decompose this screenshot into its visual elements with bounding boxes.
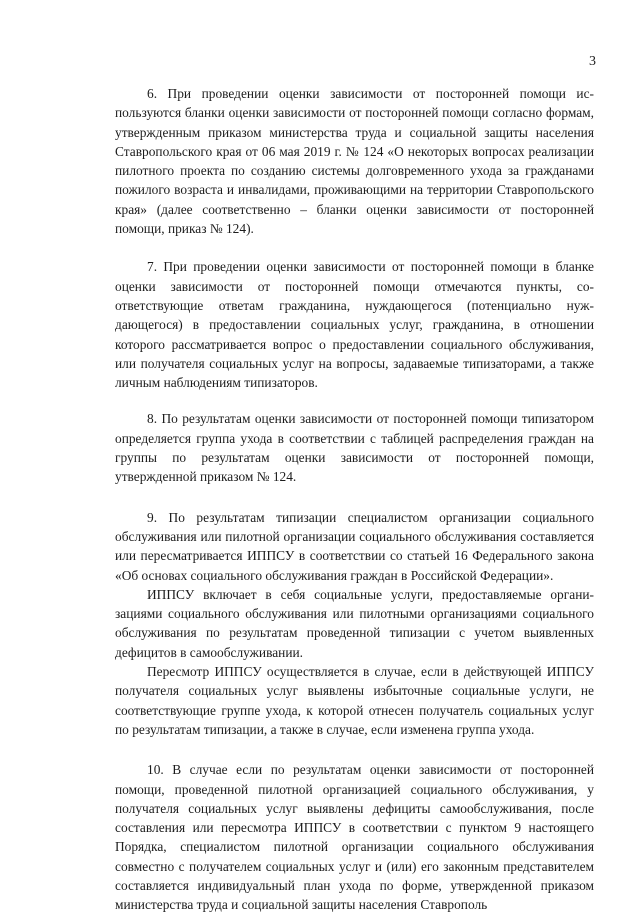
paragraph-ippsu-content: ИППСУ включает в себя социальные услуги, предоставляемые организациями социального обслуживания или пилотными организациями социального обслуживания по результатам проведенной типизации с учетом выявленных дефицитов в самообслуживании. <box>115 586 594 660</box>
paragraph-6: 6. При проведении оценки зависимости от посторонней помощи используются бланки оценки зависимости от посторонней помощи согласно формам, утвержденным приказом министерства труда и социальной защиты населения Ставропольского края от 06 мая 2019 г. № 124 «О некоторых вопросах реализации пилотного проекта по созданию системы долговременного ухода за гражданами пожилого возраста и инвалидами, проживающими на территории Ставропольского края» (далее соответственно – бланки оценки зависимости от посторонней помощи, приказ № 124). <box>115 86 594 237</box>
paragraph-8: 8. По результатам оценки зависимости от посторонней помощи типизатором определяется группа ухода в соответствии с таблицей распределения граждан на группы по результатам оценки зависимости от посторонней помощи, утвержденной приказом № 124. <box>115 411 594 485</box>
paragraph-9: 9. По результатам типизации специалистом организации социального обслуживания или пилотной организации социального обслуживания составляется или пересматривается ИППСУ в соответствии со статьей 16 Федерального закона «Об основах социального обслуживания граждан в Российской Федерации». <box>115 509 594 583</box>
document-body <box>115 84 594 915</box>
page-number: 3 <box>589 54 596 69</box>
paragraph-ippsu-revision: Пересмотр ИППСУ осуществляется в случае, если в действующей ИППСУ получателя социальных услуг выявлены избыточные социальные услуги, не соответствующие группе ухода, к которой отнесен получатель социальных услуг по результатам типизации, а также в случае, если изменена группа ухода. <box>115 664 594 737</box>
paragraph-7: 7. При проведении оценки зависимости от посторонней помощи в бланке оценки зависимости от посторонней помощи отмечаются пункты, соответствующие ответам гражданина, нуждающегося (потенциально нуждающегося) в предоставлении социальных услуг, гражданина, в отношении которого рассматривается вопрос о предоставлении социального обслуживания, или получателя социальных услуг на вопросы, задаваемые типизаторами, а также личным наблюдениям типизаторов. <box>115 259 594 391</box>
paragraph-10: 10. В случае если по результатам оценки зависимости от посторонней помощи, проведенной пилотной организацией социального обслуживания, у получателя социальных услуг выявлены дефициты самообслуживания, после составления или пересмотра ИППСУ в соответствии с пунктом 9 настоящего Порядка, специалистом пилотной организации социального обслуживания совместно с получателем социальных услуг и (или) его законным представителем составляется индивидуальный план ухода по форме, утвержденной приказом министерства труда и социальной защиты населения Ставрополь <box>115 762 594 913</box>
